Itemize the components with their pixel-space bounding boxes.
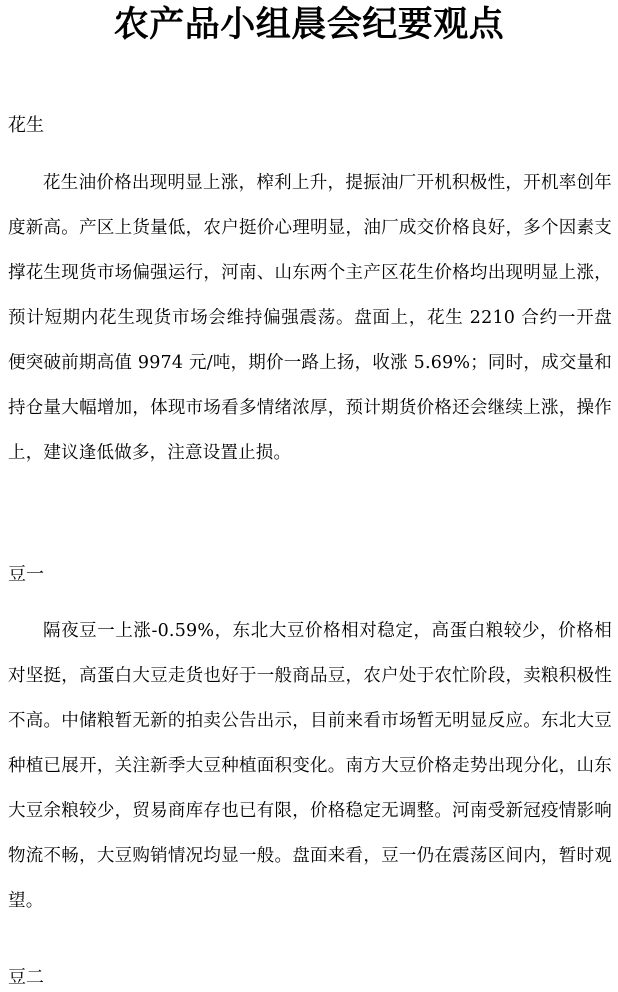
section-soybean-2 [8,966,612,990]
section-body-soybean-1: 隔夜豆一上涨-0.59%，东北大豆价格相对稳定，高蛋白粮较少，价格相对坚挺，高蛋白大豆走货也好于一般商品豆，农户处于农忙阶段，卖粮积极性不高。中储粮暂无新的拍卖公告出示，目前来看市场暂无明显反应。东北大豆种植已展开，关注新季大豆种植面积变化。南方大豆价格走势出现分化，山东大豆余粮较少，贸易商库存也已有限，价格稳定无调整。河南受新冠疫情影响物流不畅，大豆购销情况均显一般。盘面来看，豆一仍在震荡区间内，暂时观望。 [8,621,612,911]
section-body-peanut: 花生油价格出现明显上涨，榨利上升，提振油厂开机积极性，开机率创年度新高。产区上货量低，农户挺价心理明显，油厂成交价格良好，多个因素支撑花生现货市场偏强运行，河南、山东两个主产区花生价格均出现明显上涨，预计短期内花生现货市场会维持偏强震荡。盘面上，花生 2210 合约一开盘便突破前期高值 9974 元/吨，期价一路上扬，收涨 5.69%；同时，成交量和持仓量大幅增加，体现市场看多情绪浓厚，预计期货价格还会继续上涨，操作上，建议逢低做多，注意设置止损。 [8,173,612,463]
section-soybean-1 [8,563,612,924]
section-peanut [8,114,612,476]
section-heading-soybean-1: 豆一 [8,564,44,585]
document-title: 农产品小组晨会纪要观点 [113,5,505,45]
section-heading-peanut: 花生 [8,115,44,136]
section-heading-soybean-2: 豆二 [8,967,44,988]
